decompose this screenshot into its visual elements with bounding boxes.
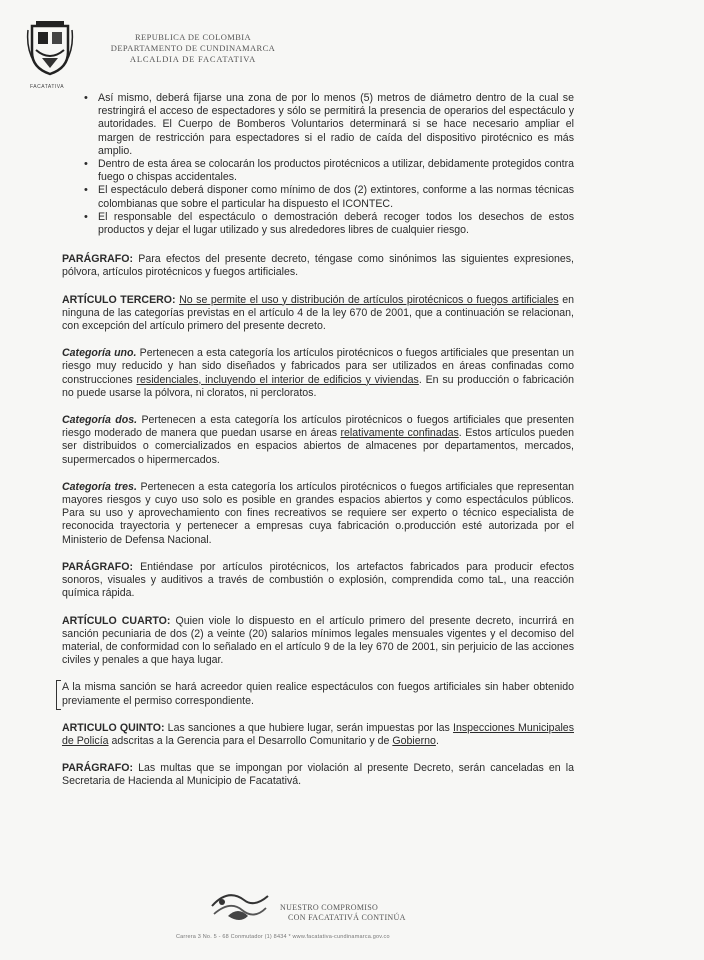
categoria-tres — [62, 481, 574, 547]
footer-address: Carrera 3 No. 5 - 68 Conmutador (1) 8434 * www.facatativa-cundinamarca.gov.co — [176, 934, 390, 940]
paragrafo-text: Para efectos del presente decreto, téngase como sinónimos las siguientes expresiones, pólvora, artículos pirotécnicos y fuegos artificiales. — [62, 253, 574, 279]
bullet-item: • Dentro de esta área se colocarán los productos pirotécnicos a utilizar, debidamente protegidos contra fuego o chispas accidentales. — [98, 158, 574, 184]
bullet-item: • Así mismo, deberá fijarse una zona de por lo menos (5) metros de diámetro dentro de la cual se restringirá el acceso de espectadores y sólo se permitirá la presencia de operarios del espectáculo y autoridades. El Cuerpo de Bomberos Voluntarios determinará si se hace necesario ampliar el margen de restricción para espectadores si el radio de caída del dispositivo pirotécnico es más amplio. — [98, 92, 574, 158]
articulo-tercero-text: en ninguna de las categorías previstas en el artículo 4 de la ley 670 de 2001, que a continuación se relacionan, con excepción del artículo primero del presente decreto. — [62, 293, 574, 333]
categoria-dos — [62, 414, 574, 467]
paragrafo-pirotecnicos — [62, 561, 574, 601]
articulo-tercero-underlined: No se permite el uso y distribución de artículos pirotécnicos o fuegos artificiales — [179, 293, 559, 306]
articulo-tercero-label: ARTÍCULO TERCERO: — [62, 293, 176, 306]
articulo-quinto-text-a: Las sanciones a que hubiere lugar, serán impuestas por las — [164, 721, 454, 734]
paragrafo-label: PARÁGRAFO: — [62, 762, 134, 775]
paragrafo-text: Las multas que se impongan por violación al presente Decreto, serán canceladas en la Secretaria de Hacienda al Municipio de Facatativá. — [62, 762, 574, 788]
categoria-dos-underlined: relativamente confinadas — [340, 427, 459, 440]
articulo-quinto-underlined-b: Gobierno — [392, 734, 436, 747]
bullet-list — [62, 92, 574, 237]
paragrafo-definitions — [62, 253, 574, 279]
paragrafo-label: PARÁGRAFO: — [62, 253, 134, 266]
document-body — [62, 92, 574, 789]
sancion-paragraph — [62, 681, 574, 707]
categoria-uno-underlined: residenciales, incluyendo el interior de edificios y viviendas — [136, 373, 419, 386]
articulo-quinto-text-c: . — [435, 734, 439, 747]
bullet-item: • El responsable del espectáculo o demostración deberá recoger todos los desechos de estos productos y dejar el lugar utilizado y sus alrededores libres de cualquier riesgo. — [98, 211, 574, 237]
footer-motto-line2: CON FACATATIVÁ CONTINÚA — [288, 913, 406, 922]
footer-motto-line1: NUESTRO COMPROMISO — [280, 903, 379, 912]
categoria-dos-text-b: . Estos artículos pueden ser distribuidos o comercializados en espacios abiertos de almacenes por departamentos, mercados, supermercados o hipermercados. — [62, 427, 574, 466]
categoria-dos-label: Categoría dos. — [62, 414, 138, 427]
articulo-cuarto — [62, 615, 574, 668]
articulo-tercero — [62, 294, 574, 334]
paragrafo-label: PARÁGRAFO: — [62, 560, 134, 573]
articulo-quinto-text-b: adscritas a la Gerencia para el Desarrollo Comunitario y de — [108, 734, 393, 747]
seal-caption: FACATATIVA — [30, 84, 65, 90]
categoria-dos-text-a: Pertenecen a esta categoría los artículos pirotécnicos o fuegos artificiales que presenten riesgo moderado de manera que puedan usarse en áreas — [62, 414, 574, 440]
coat-of-arms-icon — [26, 18, 74, 78]
footer-motto — [280, 903, 406, 923]
categoria-uno-text-b: . En su producción o fabricación no puede usarse la pólvora, ni cloratos, ni percloratos. — [62, 373, 574, 399]
articulo-quinto-underlined-a: Inspecciones Municipales de Policía — [62, 721, 574, 747]
letterhead — [108, 32, 278, 65]
articulo-quinto-label: ARTICULO QUINTO: — [62, 721, 165, 734]
footer-logo-icon — [208, 886, 272, 926]
categoria-tres-label: Categoría tres. — [62, 480, 137, 493]
letterhead-department: DEPARTAMENTO DE CUNDINAMARCA — [110, 43, 276, 53]
bullet-item: • El espectáculo deberá disponer como mínimo de dos (2) extintores, conforme a las normas técnicas colombianas que sobre el particular ha dispuesto el ICONTEC. — [98, 184, 574, 210]
paragrafo-text: Entiéndase por artículos pirotécnicos, los artefactos fabricados para producir efectos sonoros, visuales y auditivos a través de combustión o explosión, comprendida como taL, una reacción química rápida. — [62, 560, 574, 600]
articulo-quinto — [62, 722, 574, 748]
sancion-text: A la misma sanción se hará acreedor quien realice espectáculos con fuegos artificiales sin haber obtenido previamente el permiso correspondiente. — [62, 681, 574, 707]
categoria-uno-text-a: Pertenecen a esta categoría los artículos pirotécnicos o fuegos artificiales que presentan un riesgo muy reducido y han sido diseñados y fabricados para ser utilizados en áreas confinadas como construcciones — [62, 347, 574, 386]
letterhead-municipality: ALCALDIA DE FACATATIVA — [129, 54, 257, 64]
articulo-cuarto-label: ARTÍCULO CUARTO: — [62, 614, 171, 627]
articulo-cuarto-text: Quien viole lo dispuesto en el artículo primero del presente decreto, incurrirá en sanción pecuniaria de dos (2) a veinte (20) salarios mínimos legales mensuales vigentes y el decomiso del material, de conformidad con lo señalado en el artículo 9 de la ley 670 de 2001, sin perjuicio de las acciones civiles y penales a que haya lugar. — [62, 614, 574, 667]
categoria-uno — [62, 347, 574, 400]
categoria-uno-label: Categoría uno. — [62, 347, 137, 360]
letterhead-country: REPUBLICA DE COLOMBIA — [134, 32, 252, 42]
categoria-tres-text: Pertenecen a esta categoría los artículos pirotécnicos o fuegos artificiales que representan mayores riesgos y cuyo uso solo es posible en grandes espacios abiertos y como espectáculos públicos. Para su uso y aprovechamiento con fines recreativos se requiere ser experto o técnico especialista de reconocida trayectoria y pertenecer a empresas cuya fabricación o.producción esté autorizada por el Ministerio de Defensa Nacional. — [62, 480, 574, 546]
paragrafo-multas — [62, 762, 574, 788]
